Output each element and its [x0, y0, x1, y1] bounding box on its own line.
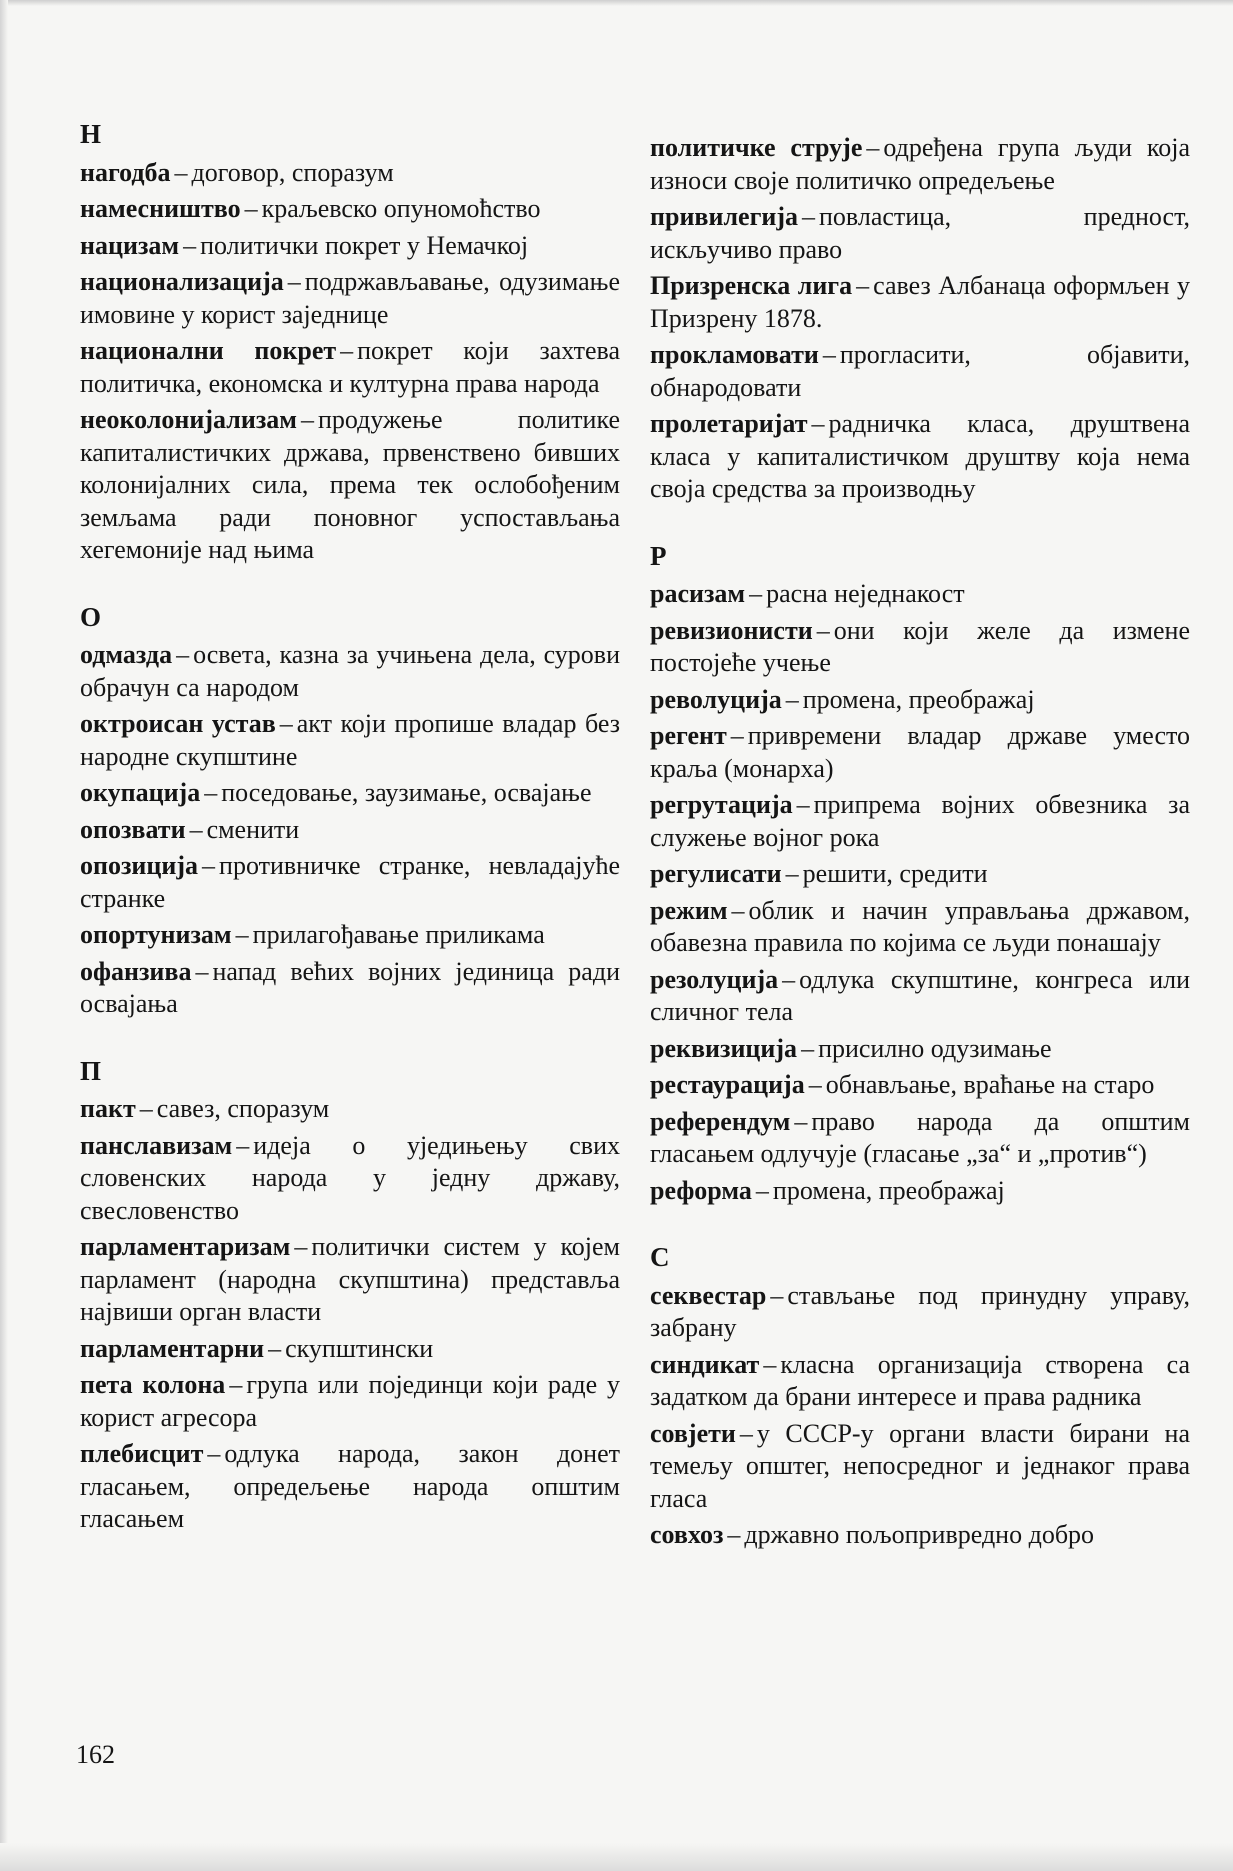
section-letter: Н — [80, 119, 102, 149]
glossary-term: револуција — [650, 684, 782, 714]
glossary-section — [80, 1055, 620, 1536]
glossary-definition: право народа да општим гласањем одлучује (гласање „за“ и „против“) — [650, 1106, 1190, 1168]
term-separator: – — [340, 336, 354, 365]
glossary-term: парламентаризам — [80, 1232, 291, 1261]
term-separator: – — [822, 340, 836, 369]
glossary-definition: скупштински — [285, 1333, 434, 1363]
glossary-entry — [650, 1175, 1190, 1208]
glossary-term: опозиција — [80, 851, 199, 880]
glossary-definition: подржављавање, одузимање имовине у корист заједнице — [80, 267, 620, 329]
glossary-section — [650, 132, 1190, 506]
glossary-definition: сменити — [206, 814, 300, 844]
glossary-entry — [80, 919, 620, 952]
glossary-entry — [650, 201, 1190, 266]
glossary-term: регрутација — [650, 790, 793, 819]
glossary-entry — [80, 814, 620, 847]
glossary-term: совхоз — [650, 1520, 724, 1549]
glossary-term: реформа — [650, 1175, 752, 1205]
term-separator: – — [802, 202, 816, 231]
term-separator: – — [730, 721, 744, 750]
term-separator: – — [279, 709, 293, 738]
glossary-entry — [80, 850, 620, 915]
glossary-entry — [650, 1349, 1190, 1414]
term-separator: – — [731, 895, 745, 925]
glossary-term: прокламовати — [650, 340, 819, 369]
glossary-definition: освета, казна за учињена дела, сурови обрачун са народом — [80, 640, 620, 702]
glossary-term: нацизам — [80, 230, 180, 260]
term-separator: – — [235, 920, 249, 949]
glossary-section — [650, 1241, 1190, 1552]
glossary-entry — [80, 335, 620, 400]
glossary-term: плебисцит — [80, 1439, 204, 1468]
glossary-term: совјети — [650, 1418, 736, 1448]
glossary-term: реквизиција — [650, 1033, 798, 1063]
glossary-definition: класна организација створена са задатком да брани интересе и права радника — [650, 1349, 1190, 1411]
glossary-term: пакт — [80, 1094, 136, 1123]
glossary-entry — [80, 230, 620, 263]
glossary-term: намесништво — [80, 194, 241, 223]
glossary-term: регулисати — [650, 859, 782, 888]
glossary-definition: напад већих војних јединица ради освајања — [80, 956, 620, 1018]
term-separator: – — [749, 579, 763, 608]
glossary-term: парламентарни — [80, 1333, 265, 1363]
glossary-entry — [80, 1333, 620, 1366]
glossary-definition: одлука скупштине, конгреса или сличног тела — [650, 964, 1190, 1026]
glossary-definition: одлука народа, закон донет гласањем, опредељење народа општим гласањем — [80, 1439, 620, 1533]
term-separator: – — [300, 405, 314, 434]
section-letter: Р — [650, 540, 667, 571]
term-separator: – — [801, 1033, 815, 1063]
glossary-entry — [650, 339, 1190, 404]
glossary-term: рестаурација — [650, 1070, 805, 1099]
glossary-definition: прилагођавање приликама — [252, 920, 545, 949]
glossary-definition: обнављање, враћање на старо — [825, 1070, 1155, 1099]
glossary-definition: политички покрет у Немачкој — [200, 230, 529, 260]
term-separator: – — [174, 157, 188, 187]
glossary-definition: радничка класа, друштвена класа у капиталистичком друштву која нема своја средства за производњу — [650, 409, 1190, 503]
glossary-definition: припрема војних обвезника за служење војног рока — [650, 790, 1190, 852]
glossary-entry — [650, 1033, 1190, 1066]
glossary-entry — [650, 132, 1190, 197]
term-separator: – — [782, 964, 796, 994]
glossary-entry — [80, 708, 620, 773]
term-separator: – — [287, 267, 301, 296]
term-separator: – — [207, 1439, 221, 1468]
section-letter: С — [650, 1242, 670, 1272]
glossary-term: Призренска лига — [650, 271, 853, 300]
term-separator: – — [739, 1418, 753, 1448]
glossary-term: привилегија — [650, 202, 799, 231]
glossary-entry — [80, 193, 620, 226]
term-separator: – — [785, 859, 799, 888]
glossary-entry — [650, 615, 1190, 680]
term-separator: – — [268, 1333, 282, 1363]
term-separator: – — [856, 271, 870, 300]
term-separator: – — [796, 790, 810, 819]
glossary-term: резолуција — [650, 964, 779, 994]
page-edge-top — [0, 0, 1233, 6]
glossary-definition: група или појединци који раде у корист агресора — [80, 1370, 620, 1432]
glossary-column-right — [650, 132, 1190, 1556]
glossary-definition: продужење политике капиталистичких држава, првенствено бивших колонијалних сила, према тек ослобођеним земљама ради поновног успостављања хегемоније над њима — [80, 405, 620, 564]
glossary-definition: присилно одузимање — [818, 1033, 1052, 1063]
glossary-definition: акт који пропише владар без народне скупштине — [80, 709, 620, 771]
glossary-term: пета колона — [80, 1370, 226, 1399]
glossary-definition: привремени владар државе уместо краља (монарха) — [650, 721, 1190, 783]
glossary-term: политичке струје — [650, 133, 863, 162]
glossary-definition: идеја о уједињењу свих словенских народа у једну државу, свесловенство — [80, 1130, 620, 1225]
glossary-term: синдикат — [650, 1349, 760, 1379]
glossary-term: ревизионисти — [650, 615, 813, 645]
glossary-term: национализација — [80, 267, 284, 296]
term-separator: – — [808, 1070, 822, 1099]
glossary-entry — [650, 1069, 1190, 1102]
glossary-entry — [80, 777, 620, 810]
glossary-entry — [80, 1438, 620, 1536]
glossary-definition: савез Албанаца оформљен у Призрену 1878. — [650, 271, 1190, 333]
term-separator: – — [176, 640, 190, 669]
glossary-definition: облик и начин управљања државом, обавезна правила по којима се људи понашају — [650, 895, 1190, 957]
glossary-term: нагодба — [80, 157, 171, 187]
term-separator: – — [755, 1175, 769, 1205]
glossary-entry — [80, 1093, 620, 1126]
glossary-entry — [650, 789, 1190, 854]
page-edge-bottom — [0, 1843, 1233, 1871]
glossary-term: секвестар — [650, 1280, 767, 1310]
glossary-term: октроисан устав — [80, 709, 276, 738]
glossary-term: офанзива — [80, 956, 192, 986]
glossary-term: одмазда — [80, 640, 173, 669]
glossary-definition: савез, споразум — [156, 1094, 330, 1123]
section-letter: О — [80, 601, 102, 632]
glossary-entry — [80, 956, 620, 1021]
glossary-entry — [80, 639, 620, 704]
glossary-definition: политички систем у којем парламент (народна скупштина) представља највиши орган власти — [80, 1232, 620, 1326]
term-separator: – — [202, 851, 216, 880]
term-separator: – — [139, 1094, 153, 1123]
glossary-entry — [80, 1130, 620, 1228]
term-separator: – — [294, 1232, 308, 1261]
glossary-entry — [80, 157, 620, 190]
glossary-definition: промена, преображај — [802, 684, 1035, 714]
glossary-definition: промена, преображај — [772, 1175, 1005, 1205]
glossary-entry — [80, 1369, 620, 1434]
glossary-column-left — [80, 118, 620, 1540]
term-separator: – — [785, 684, 799, 714]
glossary-term: национални покрет — [80, 336, 337, 365]
term-separator: – — [195, 956, 209, 986]
glossary-section — [650, 540, 1190, 1208]
term-separator: – — [204, 778, 218, 807]
glossary-term: пролетаријат — [650, 409, 808, 438]
term-separator: – — [763, 1349, 777, 1379]
term-separator: – — [727, 1520, 741, 1549]
glossary-term: расизам — [650, 579, 746, 608]
term-separator: – — [189, 814, 203, 844]
glossary-entry — [650, 684, 1190, 717]
glossary-entry — [80, 266, 620, 331]
glossary-definition: противничке странке, невладајуће странке — [80, 851, 620, 913]
glossary-entry — [650, 408, 1190, 506]
glossary-entry — [80, 1231, 620, 1329]
glossary-definition: краљевско опуномоћство — [261, 194, 541, 223]
glossary-term: окупација — [80, 778, 201, 807]
glossary-definition: покрет који захтева политичка, економска и културна права народа — [80, 336, 620, 398]
glossary-definition: стављање под принудну управу, забрану — [650, 1280, 1190, 1342]
glossary-definition: поседовање, заузимање, освајање — [221, 778, 592, 807]
glossary-term: неоколонијализам — [80, 405, 297, 434]
term-separator: – — [794, 1106, 808, 1136]
term-separator: – — [236, 1130, 250, 1160]
glossary-definition: договор, споразум — [191, 157, 394, 187]
glossary-term: режим — [650, 895, 728, 925]
glossary-term: опортунизам — [80, 920, 232, 949]
glossary-definition: државно пољопривредно добро — [744, 1520, 1095, 1549]
term-separator: – — [244, 194, 258, 223]
page-number: 162 — [76, 1740, 115, 1769]
section-letter: П — [80, 1055, 102, 1086]
glossary-entry — [650, 895, 1190, 960]
glossary-entry — [650, 720, 1190, 785]
glossary-definition: решити, средити — [802, 859, 988, 888]
glossary-entry — [650, 578, 1190, 611]
term-separator: – — [229, 1370, 243, 1399]
glossary-entry — [650, 858, 1190, 891]
glossary-definition: у СССР-у органи власти бирани на темељу општег, непосредног и једнаког права гласа — [650, 1418, 1190, 1513]
glossary-term: регент — [650, 721, 727, 750]
glossary-definition: одређена група људи која износи своје политичко опредељење — [650, 133, 1191, 195]
glossary-section — [80, 601, 620, 1021]
term-separator: – — [866, 133, 880, 162]
glossary-definition: повластица, предност, искључиво право — [650, 202, 1190, 264]
glossary-entry — [650, 1418, 1190, 1516]
glossary-term: панславизам — [80, 1130, 233, 1160]
glossary-entry — [650, 270, 1190, 335]
term-separator: – — [811, 409, 825, 438]
term-separator: – — [770, 1280, 784, 1310]
term-separator: – — [816, 615, 830, 645]
glossary-definition: расна неједнакост — [766, 579, 965, 608]
glossary-term: опозвати — [80, 814, 186, 844]
page-edge-left — [0, 0, 8, 1871]
glossary-entry — [650, 1106, 1190, 1171]
glossary-term: референдум — [650, 1106, 791, 1136]
glossary-entry — [650, 1519, 1190, 1552]
glossary-definition: прогласити, објавити, обнародовати — [650, 340, 1190, 402]
term-separator: – — [183, 230, 197, 260]
glossary-definition: они који желе да измене постојеће учење — [650, 615, 1190, 677]
glossary-entry — [650, 964, 1190, 1029]
glossary-entry — [650, 1280, 1190, 1345]
glossary-section — [80, 118, 620, 567]
glossary-entry — [80, 404, 620, 567]
